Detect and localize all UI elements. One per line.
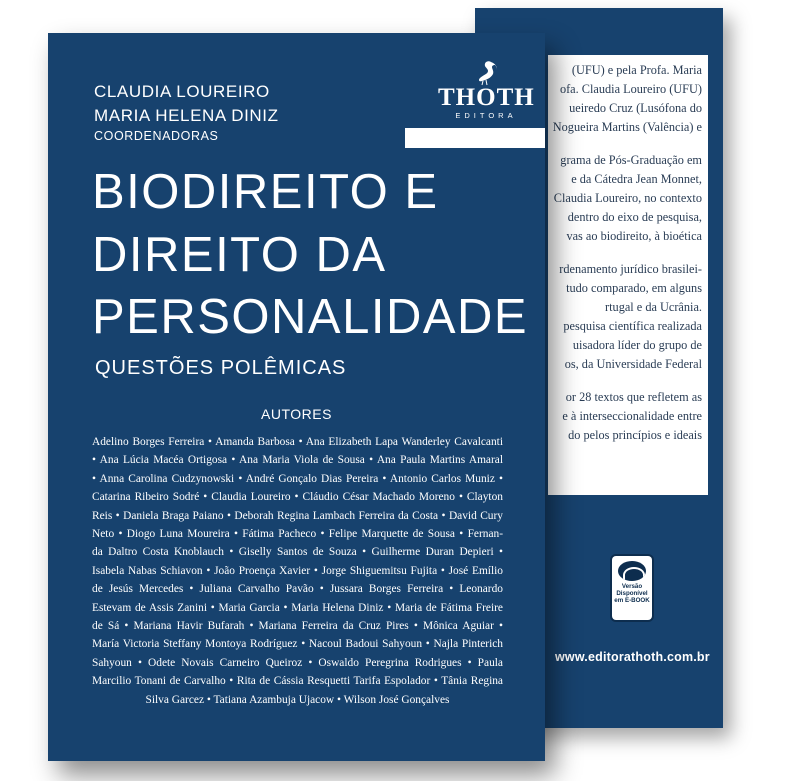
back-cover-line: rtugal e da Ucrânia. bbox=[605, 300, 702, 314]
back-cover-line: ofa. Claudia Loureiro (UFU) bbox=[559, 82, 702, 96]
back-cover-line: ueiredo Cruz (Lusófona do bbox=[569, 101, 702, 115]
authors-list bbox=[92, 433, 503, 709]
authors-line: María Victoria Steffany Montoya Rodríguez • Nacoul Badoui Sahyoun • Najla Pinterich bbox=[92, 638, 503, 651]
authors-line: Reis • Daniela Braga Paiano • Deborah Regina Lambach Ferreira da Costa • David Cury bbox=[92, 509, 503, 522]
cover-accent-bar bbox=[405, 128, 545, 148]
authors-line: Catarina Ribeiro Sodré • Claudia Loureiro • Cláudio César Machado Moreno • Clayton bbox=[92, 491, 503, 504]
publisher-tagline: EDITORA bbox=[455, 111, 517, 120]
authors-line: Sahyoun • Odete Novais Carneiro Queiroz • Oswaldo Peregrina Rodrigues • Paula bbox=[92, 656, 503, 669]
authors-line: Estevam de Assis Zanini • Maria Garcia • Maria Helena Diniz • Maria de Fátima Freire bbox=[92, 601, 503, 614]
back-cover-line: tudo comparado, em alguns bbox=[566, 281, 702, 295]
back-cover-paragraph bbox=[548, 260, 702, 374]
back-cover-paragraph bbox=[548, 388, 702, 445]
authors-line: • Ana Lúcia Macéa Ortigosa • Ana Maria Viola de Sousa • Ana Paula Martins Amaral bbox=[92, 454, 503, 467]
back-cover-line: rdenamento jurídico brasilei- bbox=[559, 262, 702, 276]
publisher-website: www.editorathoth.com.br bbox=[555, 650, 710, 664]
ebook-icon bbox=[618, 561, 646, 581]
authors-line: Neto • Diogo Luna Moureira • Fátima Pacheco • Felipe Marquette de Sousa • Fernan- bbox=[92, 528, 503, 541]
authors-line: Marcilio Tonani de Carvalho • Rita de Cássia Resquetti Tarifa Espolador • Tânia Regina bbox=[92, 675, 503, 688]
back-cover-line: os, da Universidade Federal bbox=[564, 357, 702, 371]
coordinator-name: MARIA HELENA DINIZ bbox=[94, 106, 279, 125]
back-cover-line: Claudia Loureiro, no contexto bbox=[553, 191, 702, 205]
authors-line: de Sá • Mariana Havir Bufarah • Mariana Ferreira da Cruz Pires • Mônica Aguiar • bbox=[92, 620, 503, 633]
authors-line: Isabela Nabas Schiavon • João Proença Xavier • Jorge Shiguemitsu Fujita • José Emílio bbox=[92, 564, 503, 577]
book-title-line: BIODIREITO E bbox=[92, 165, 439, 219]
back-cover-line: e à interseccionalidade entre bbox=[562, 409, 702, 423]
ibis-bird-icon bbox=[471, 58, 501, 86]
back-cover-line: Nogueira Martins (Valência) e bbox=[552, 120, 702, 134]
back-cover-line: e da Cátedra Jean Monnet, bbox=[571, 172, 702, 186]
back-cover-line: pesquisa científica realizada bbox=[563, 319, 702, 333]
publisher-name: THOTH bbox=[438, 84, 535, 111]
back-cover-line: dentro do eixo de pesquisa, bbox=[567, 210, 702, 224]
ebook-badge-line: Versão bbox=[621, 583, 643, 590]
back-cover-line: grama de Pós-Graduação em bbox=[560, 153, 702, 167]
ebook-badge-line: em E-BOOK bbox=[614, 597, 650, 604]
back-cover-line: vas ao biodireito, à bioética bbox=[566, 229, 702, 243]
coordinator-name: CLAUDIA LOUREIRO bbox=[94, 82, 270, 101]
book-subtitle: QUESTÕES POLÊMICAS bbox=[95, 357, 347, 379]
authors-line: da Daltro Costa Knoblauch • Giselly Santos de Souza • Guilherme Duran Depieri • bbox=[92, 546, 503, 559]
authors-line: Adelino Borges Ferreira • Amanda Barbosa • Ana Elizabeth Lapa Wanderley Cavalcanti bbox=[92, 436, 503, 448]
back-cover-line: (UFU) e pela Profa. Maria bbox=[571, 63, 702, 77]
back-cover-line: uisadora líder do grupo de bbox=[572, 338, 702, 352]
ebook-badge bbox=[612, 556, 652, 620]
authors-heading: AUTORES bbox=[261, 406, 332, 422]
back-cover-line: or 28 textos que refletem as bbox=[565, 390, 702, 404]
back-cover-paragraph bbox=[548, 151, 702, 246]
back-cover-text-panel bbox=[548, 55, 708, 495]
authors-line: • Anna Carolina Cudzynowski • André Gonçalo Dias Pereira • Antonio Carlos Muniz • bbox=[92, 472, 503, 485]
coordinators-role: COORDENADORAS bbox=[94, 129, 219, 143]
ebook-badge-line: Disponível bbox=[616, 590, 648, 597]
authors-line: de Jesús Mercedes • Juliana Carvalho Pavão • Jussara Borges Ferreira • Leonardo bbox=[92, 583, 503, 596]
back-cover-blurb bbox=[548, 61, 702, 459]
book-title-line: DIREITO DA bbox=[92, 228, 387, 282]
book-title-line: PERSONALIDADE bbox=[92, 290, 529, 344]
authors-line: Silva Garcez • Tatiana Azambuja Ujacow • Wilson José Gonçalves bbox=[145, 693, 450, 706]
back-cover-line: do pelos princípios e ideais bbox=[568, 428, 702, 442]
back-cover-paragraph bbox=[548, 61, 702, 137]
publisher-logo bbox=[438, 58, 534, 121]
